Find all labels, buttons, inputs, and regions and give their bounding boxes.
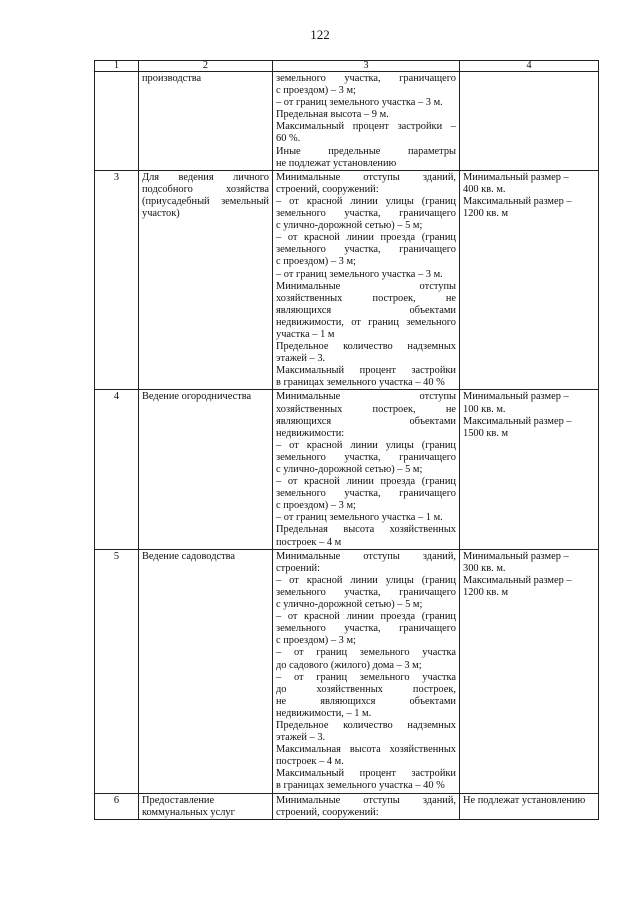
parameter-line: Предельная высота – 9 м.	[276, 109, 389, 121]
parameter-line: Иные предельные параметры	[276, 145, 456, 157]
header-col-3: 3	[273, 61, 460, 72]
parameter-line: – от границ земельного участка	[276, 647, 456, 659]
setback-parameters-cell	[273, 549, 460, 793]
parameter-line: строений:	[276, 562, 320, 574]
parameter-line: Минимальные отступы	[276, 280, 456, 292]
land-use-type-line: Для ведения личного	[142, 171, 269, 183]
parameter-line: построек – 4 м.	[276, 756, 344, 768]
parameter-line: – от красной линии проезда (границ	[276, 476, 456, 488]
page-number: 122	[310, 27, 330, 42]
plot-size-line: 300 кв. м.	[463, 562, 506, 574]
parameter-line: земельного участка, граничащего	[276, 244, 456, 256]
parameter-line: с проездом) – 3 м;	[276, 85, 356, 97]
setback-parameters-cell	[273, 72, 460, 171]
parameter-line: земельного участка, граничащего	[276, 73, 456, 84]
land-use-type-line: участок)	[142, 208, 180, 220]
parameter-line: хозяйственных построек, не	[276, 292, 456, 304]
row-number-cell	[95, 72, 139, 171]
parameter-line: Минимальные отступы зданий,	[276, 171, 456, 183]
parameter-line: не подлежат установлению	[276, 157, 397, 169]
parameter-line: – от красной линии проезда (границ	[276, 232, 456, 244]
parameter-line: земельного участка, граничащего	[276, 586, 456, 598]
parameter-line: являющихся объектами	[276, 415, 456, 427]
plot-size-line: 1200 кв. м	[463, 208, 509, 220]
table-row	[95, 793, 599, 819]
parameter-line: Максимальная высота хозяйственных	[276, 744, 456, 756]
plot-size-line: 400 кв. м.	[463, 183, 506, 195]
parameter-line: земельного участка, граничащего	[276, 623, 456, 635]
parameter-line: Предельное количество надземных	[276, 719, 456, 731]
parameter-line: – от границ земельного участка – 3 м.	[276, 97, 443, 109]
land-use-type-cell	[139, 793, 273, 819]
table-row	[95, 549, 599, 793]
parameter-line: Минимальные отступы зданий,	[276, 550, 456, 562]
parameter-line: недвижимости, от границ земельного	[276, 316, 456, 328]
plot-size-cell	[460, 793, 599, 819]
row-number-cell: 3	[95, 170, 139, 390]
parameter-line: земельного участка, граничащего	[276, 488, 456, 500]
parameter-line: с проездом) – 3 м;	[276, 635, 356, 647]
setback-parameters-cell	[273, 793, 460, 819]
parameter-line: недвижимости:	[276, 427, 345, 439]
parameter-line: с улично-дорожной сетью) – 5 м;	[276, 464, 423, 475]
parameter-line: Максимальный процент застройки –	[276, 121, 456, 133]
plot-size-line: Минимальный размер –	[463, 550, 569, 562]
land-use-type-line: производства	[142, 73, 202, 84]
plot-size-line: 1200 кв. м	[463, 586, 509, 598]
header-col-1: 1	[95, 61, 139, 72]
parameter-line: – от красной линии проезда (границ	[276, 611, 456, 623]
land-use-regulations-table	[94, 60, 599, 820]
parameter-line: с улично-дорожной сетью) – 5 м;	[276, 599, 423, 611]
parameter-line: до хозяйственных построек,	[276, 683, 456, 695]
land-use-type-line: Ведение садоводства	[142, 550, 236, 562]
parameter-line: – от границ земельного участка	[276, 671, 456, 683]
parameter-line: Минимальные отступы	[276, 391, 456, 403]
parameter-line: 60 %.	[276, 133, 301, 145]
setback-parameters-cell	[273, 390, 460, 549]
table-header-row	[95, 61, 599, 72]
plot-size-line: 100 кв. м.	[463, 403, 506, 415]
parameter-line: – от красной линии улицы (границ	[276, 439, 456, 451]
plot-size-line: 1500 кв. м	[463, 427, 509, 439]
parameter-line: земельного участка, граничащего	[276, 451, 456, 463]
row-number-cell: 6	[95, 793, 139, 819]
setback-parameters-cell	[273, 170, 460, 390]
land-use-type-cell	[139, 390, 273, 549]
plot-size-line: Минимальный размер –	[463, 391, 569, 403]
parameter-line: Минимальные отступы зданий,	[276, 794, 456, 806]
row-number-cell: 5	[95, 549, 139, 793]
land-use-type-line: Предоставление	[142, 794, 215, 806]
land-use-type-cell	[139, 72, 273, 171]
land-use-type-line: Ведение огородничества	[142, 391, 252, 403]
land-use-type-line: (приусадебный земельный	[142, 195, 269, 207]
land-use-type-cell	[139, 549, 273, 793]
parameter-line: – от границ земельного участка – 3 м.	[276, 268, 443, 280]
header-col-2: 2	[139, 61, 273, 72]
parameter-line: в границах земельного участка – 40 %	[276, 377, 445, 389]
parameter-line: в границах земельного участка – 40 %	[276, 780, 445, 792]
plot-size-cell	[460, 72, 599, 171]
parameter-line: не являющихся объектами	[276, 695, 456, 707]
plot-size-cell	[460, 170, 599, 390]
plot-size-line: Максимальный размер –	[463, 415, 572, 427]
plot-size-cell	[460, 390, 599, 549]
header-col-4: 4	[460, 61, 599, 72]
parameter-line: являющихся объектами	[276, 304, 456, 316]
parameter-line: построек – 4 м	[276, 536, 342, 548]
parameter-line: участка – 1 м	[276, 328, 335, 340]
plot-size-line: Максимальный размер –	[463, 574, 572, 586]
parameter-line: Предельное количество надземных	[276, 341, 456, 353]
parameter-line: этажей – 3.	[276, 732, 326, 744]
parameter-line: до садового (жилого) дома – 3 м;	[276, 659, 422, 671]
parameter-line: – от границ земельного участка – 1 м.	[276, 512, 443, 524]
land-use-type-line: коммунальных услуг	[142, 806, 235, 818]
parameter-line: земельного участка, граничащего	[276, 208, 456, 220]
parameter-line: Максимальный процент застройки	[276, 768, 456, 780]
land-use-type-line: подсобного хозяйства	[142, 183, 269, 195]
plot-size-line: Минимальный размер –	[463, 171, 569, 183]
table-row	[95, 390, 599, 549]
parameter-line: – от красной линии улицы (границ	[276, 574, 456, 586]
parameter-line: с проездом) – 3 м;	[276, 500, 356, 512]
parameter-line: этажей – 3.	[276, 353, 326, 365]
plot-size-line: Максимальный размер –	[463, 195, 572, 207]
plot-size-cell	[460, 549, 599, 793]
parameter-line: с проездом) – 3 м;	[276, 256, 356, 268]
land-use-type-cell	[139, 170, 273, 390]
parameter-line: Предельная высота хозяйственных	[276, 524, 456, 536]
parameter-line: – от красной линии улицы (границ	[276, 195, 456, 207]
parameter-line: недвижимости, – 1 м.	[276, 707, 372, 719]
table-row	[95, 170, 599, 390]
table-row	[95, 72, 599, 171]
parameter-line: с улично-дорожной сетью) – 5 м;	[276, 220, 423, 232]
parameter-line: Максимальный процент застройки	[276, 365, 456, 377]
parameter-line: строений, сооружений:	[276, 183, 379, 195]
row-number-cell: 4	[95, 390, 139, 549]
parameter-line: хозяйственных построек, не	[276, 403, 456, 415]
plot-size-line: Не подлежат установлению	[463, 794, 586, 806]
parameter-line: строений, сооружений:	[276, 806, 379, 818]
